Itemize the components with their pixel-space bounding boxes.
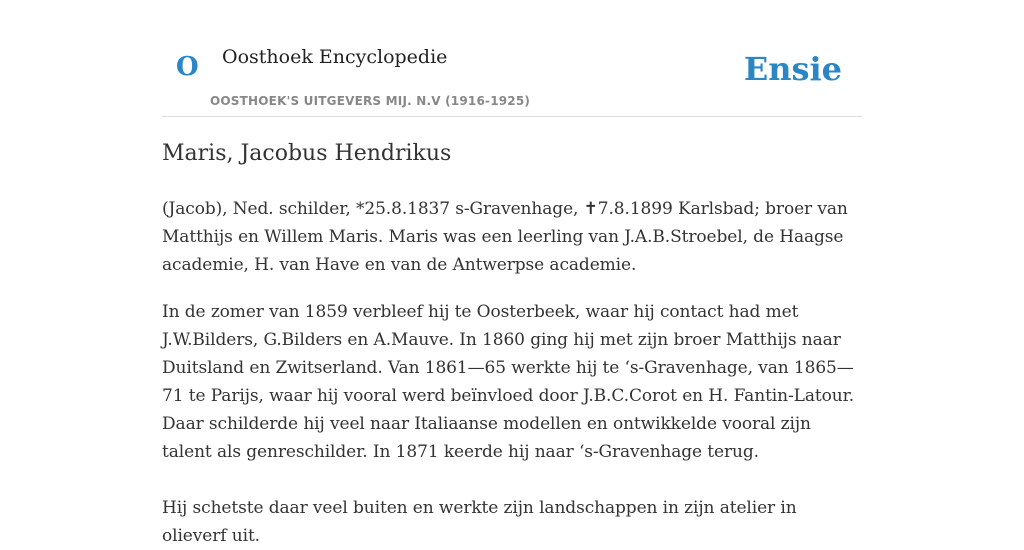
entry-content (162, 138, 862, 550)
entry-title: Maris, Jacobus Hendrikus (162, 141, 452, 166)
oosthoek-logo-icon[interactable]: O (176, 52, 199, 82)
entry-paragraph: (Jacob), Ned. schilder, *25.8.1837 s-Gravenhage, ✝7.8.1899 Karlsbad; broer van Matthijs en Willem Maris. Maris was een leerling van J.A.B.Stroebel, de Haagse academie, H. van Have en van de Antwerpse academie. (162, 199, 848, 275)
encyclopedia-title[interactable]: Oosthoek Encyclopedie (222, 46, 448, 68)
publisher-subtitle: OOSTHOEK'S UITGEVERS MIJ. N.V (1916-1925) (210, 94, 531, 108)
entry-paragraph: Hij schetste daar veel buiten en werkte zijn landschappen in zijn atelier in olieverf uit. (162, 498, 797, 546)
site-header (162, 40, 862, 117)
entry-paragraph: In de zomer van 1859 verbleef hij te Oosterbeek, waar hij contact had met J.W.Bilders, G.Bilders en A.Mauve. In 1860 ging hij met zijn broer Matthijs naar Duitsland en Zwitserland. Van 1861—65 werkte hij te ‘s-Gravenhage, van 1865—71 te Parijs, waar hij vooral werd beïnvloed door J.B.C.Corot en H. Fantin-Latour. Daar schilderde hij veel naar Italiaanse modellen en ontwikkelde vooral zijn talent als genreschilder. In 1871 keerde hij naar ‘s-Gravenhage terug. (162, 302, 855, 462)
ensie-brand-link[interactable]: Ensie (743, 50, 842, 88)
